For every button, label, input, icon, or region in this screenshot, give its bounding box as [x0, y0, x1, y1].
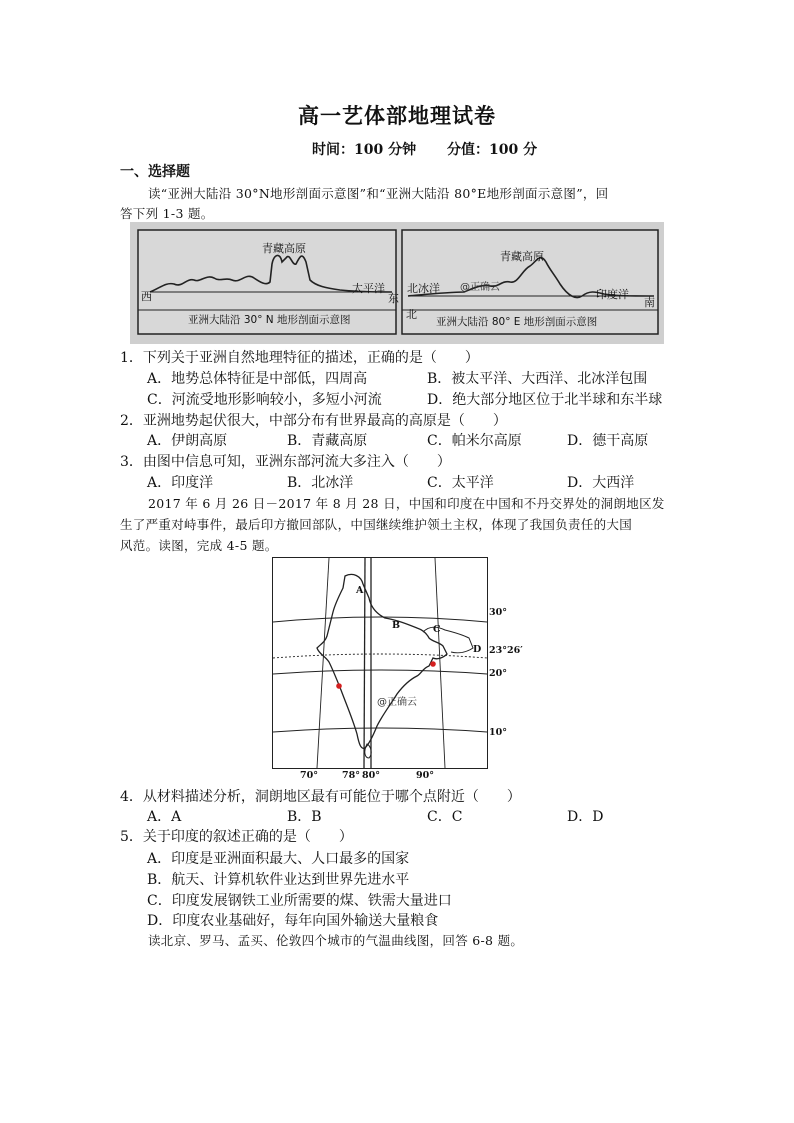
intro-1-line1: 读“亚洲大陆沿 30°N地形剖面示意图”和“亚洲大陆沿 80°E地形剖面示意图”，回	[148, 186, 609, 201]
exam-time: 时间：100 分钟	[312, 142, 417, 158]
profile-figure	[130, 222, 664, 344]
question-2-option-c: C．帕米尔高原	[427, 433, 522, 449]
map-point-a: A	[356, 585, 364, 596]
profile1-caption: 亚洲大陆沿 30° N 地形剖面示意图	[188, 314, 351, 326]
profile1-ocean-label: 太平洋	[352, 282, 385, 295]
intro-1-line2: 答下列 1-3 题。	[120, 206, 214, 221]
profile1-east-label: 东	[388, 292, 399, 305]
question-4-option-b: B．B	[287, 809, 322, 825]
question-3-option-b: B．北冰洋	[287, 475, 354, 491]
map-watermark: @正确云	[377, 697, 417, 708]
map-lon-90: 90°	[416, 770, 434, 781]
profile1-peak-label: 青藏高原	[262, 242, 306, 255]
question-1-stem: 1．下列关于亚洲自然地理特征的描述，正确的是（ ）	[120, 350, 479, 366]
profile2-south-label: 南	[644, 296, 655, 309]
question-3-stem: 3．由图中信息可知，亚洲东部河流大多注入（ ）	[120, 454, 451, 470]
map-lon-80: 80°	[362, 770, 380, 781]
profile2-north-ocean-label: 北冰洋	[407, 282, 440, 295]
question-2-option-b: B．青藏高原	[287, 433, 368, 449]
profile2-caption: 亚洲大陆沿 80° E 地形剖面示意图	[436, 316, 598, 328]
india-map	[272, 557, 488, 769]
question-1-option-c: C．河流受地形影响较小，多短小河流	[147, 392, 382, 408]
exam-score: 分值：100 分	[447, 142, 538, 158]
profile2-north-label: 北	[406, 308, 417, 321]
intro-2-line2: 生了严重对峙事件，最后印方撤回部队，中国继续维护领土主权，体现了我国负责任的大国	[120, 517, 633, 532]
section-heading: 一、选择题	[120, 164, 190, 180]
profile2-watermark: @正确云	[460, 282, 500, 293]
profile2-south-ocean-label: 印度洋	[596, 288, 629, 301]
map-point-c: C	[433, 624, 441, 635]
question-2-stem: 2．亚洲地势起伏很大，中部分布有世界最高的高原是（ ）	[120, 413, 507, 429]
question-4-option-a: A．A	[147, 809, 182, 825]
india-map-svg	[273, 558, 487, 768]
map-lon-70: 70°	[300, 770, 318, 781]
question-3-option-d: D．大西洋	[567, 475, 635, 491]
intro-2-line1: 2017 年 6 月 26 日－2017 年 8 月 28 日，中国和印度在中国和不丹交界处的洞朗地区发	[148, 496, 665, 511]
question-5-option-d: D．印度农业基础好，每年向国外输送大量粮食	[147, 913, 439, 929]
question-4-stem: 4．从材料描述分析，洞朗地区最有可能位于哪个点附近（ ）	[120, 789, 521, 805]
question-1-option-d: D．绝大部分地区位于北半球和东半球	[427, 392, 663, 408]
map-lat-10: 10°	[489, 727, 507, 738]
profile1-west-label: 西	[141, 290, 152, 303]
question-2-option-d: D．德干高原	[567, 433, 649, 449]
profile2-peak-label: 青藏高原	[500, 250, 544, 263]
map-point-b: B	[392, 620, 401, 631]
map-lat-tropic: 23°26′	[489, 645, 523, 656]
intro-2-line3: 风范。读图，完成 4-5 题。	[120, 538, 278, 553]
map-point-d: D	[473, 644, 482, 655]
intro-3: 读北京、罗马、孟买、伦敦四个城市的气温曲线图，回答 6-8 题。	[148, 933, 524, 948]
question-3-option-a: A．印度洋	[147, 475, 214, 491]
page-title: 高一艺体部地理试卷	[298, 103, 496, 128]
question-4-option-d: D．D	[567, 809, 604, 825]
question-4-option-c: C．C	[427, 809, 463, 825]
question-1-option-b: B．被太平洋、大西洋、北冰洋包围	[427, 371, 648, 387]
map-lat-30: 30°	[489, 607, 507, 618]
question-1-option-a: A．地势总体特征是中部低，四周高	[147, 371, 368, 387]
question-5-option-a: A．印度是亚洲面积最大、人口最多的国家	[147, 851, 410, 867]
question-5-option-c: C．印度发展钢铁工业所需要的煤、铁需大量进口	[147, 893, 452, 909]
map-lat-20: 20°	[489, 668, 507, 679]
question-5-stem: 5．关于印度的叙述正确的是（ ）	[120, 829, 353, 845]
map-lon-78: 78°	[342, 770, 360, 781]
question-3-option-c: C．太平洋	[427, 475, 494, 491]
question-2-option-a: A．伊朗高原	[147, 433, 228, 449]
question-5-option-b: B．航天、计算机软件业达到世界先进水平	[147, 872, 410, 888]
